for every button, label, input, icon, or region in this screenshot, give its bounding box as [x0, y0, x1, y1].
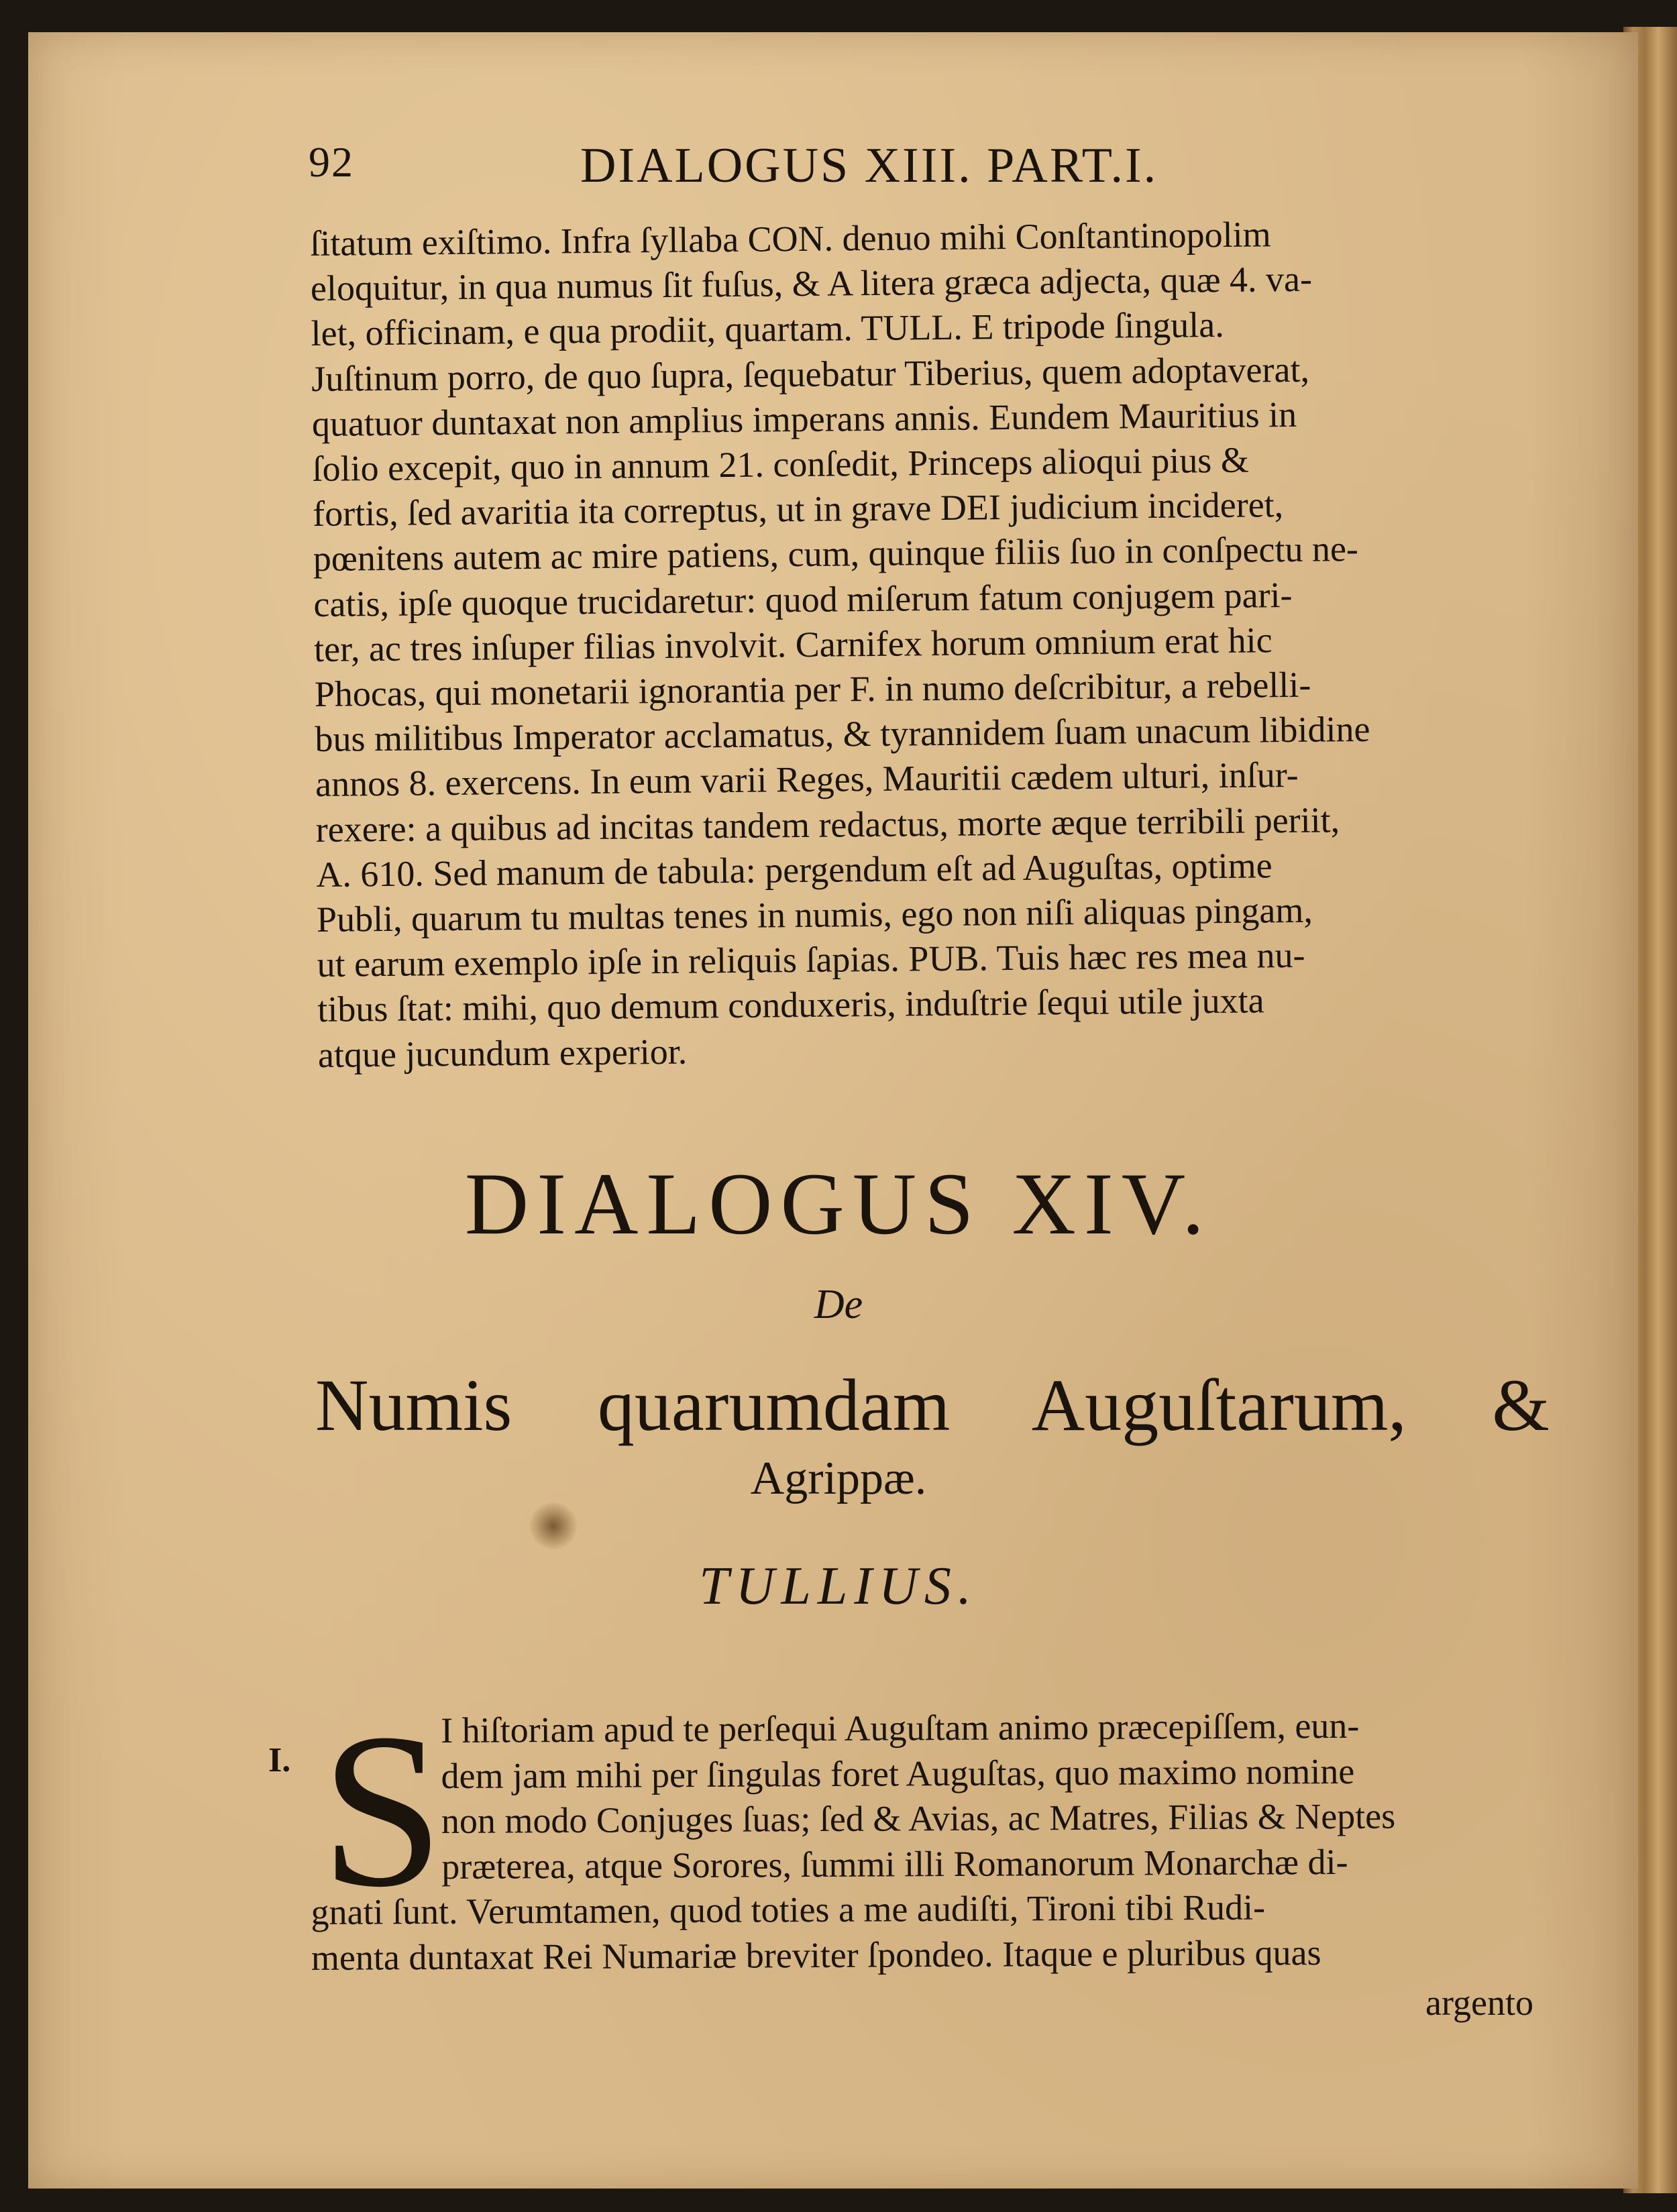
body-line: rexere: a quibus ad incitas tandem redactus, morte æque terribili periit, — [315, 799, 1340, 850]
section-line: I hiſtoriam apud te perſequi Auguſtam animo præcepiſſem, eun- — [441, 1705, 1360, 1751]
paragraph-number: I. — [268, 1741, 291, 1779]
page-number: 92 — [309, 138, 354, 186]
catchword: argento — [1425, 1983, 1533, 2023]
body-line: fortis, ſed avaritia ita correptus, ut in grave DEI judicium incideret, — [312, 484, 1284, 535]
body-line: A. 610. Sed manum de tabula: pergendum eſt ad Auguſtas, optime — [316, 845, 1273, 895]
heading-subject: Numis quarumdam Auguſtarum, & — [315, 1364, 1550, 1446]
body-line: catis, ipſe quoque trucidaretur: quod miſerum fatum conjugem pari- — [313, 574, 1293, 624]
running-title: DIALOGUS XIII. PART.I. — [580, 138, 1158, 193]
running-head — [309, 137, 1597, 198]
body-line: Phocas, qui monetarii ignorantia per F. in numo deſcribitur, a rebelli- — [314, 664, 1311, 714]
foxing-stain — [530, 1502, 577, 1549]
body-line: atque jucundum experior. — [317, 1031, 688, 1075]
body-line: Juſtinum porro, de quo ſupra, ſequebatur Tiberius, quem adoptaverat, — [311, 349, 1310, 399]
body-line: bus militibus Imperator acclamatus, & tyrannidem ſuam unacum libidine — [315, 709, 1370, 760]
section-line: dem jam mihi per ſingulas foret Auguſtas, quo maximo nomine — [441, 1751, 1355, 1796]
section-line: præterea, atque Sorores, ſummi illi Romanorum Monarchæ di- — [441, 1841, 1348, 1887]
body-line: eloquitur, in qua numus ſit fuſus, & A litera græca adjecta, quæ 4. va- — [310, 258, 1313, 309]
section-line: non modo Conjuges ſuas; ſed & Avias, ac Matres, Filias & Neptes — [441, 1795, 1396, 1841]
dialogue-heading: DIALOGUS XIV. — [464, 1154, 1213, 1253]
body-line: ſolio excepit, quo in annum 21. conſedit, Princeps alioqui pius & — [312, 439, 1250, 489]
heading-de: De — [814, 1282, 863, 1327]
drop-cap: S — [321, 1688, 444, 1933]
body-text — [310, 209, 1552, 1077]
body-line: quatuor duntaxat non amplius imperans annis. Eundem Mauritius in — [311, 394, 1297, 444]
speaker-name: TULLIUS. — [699, 1557, 978, 1616]
section-line: menta duntaxat Rei Numariæ breviter ſpondeo. Itaque e pluribus quas — [311, 1932, 1321, 1978]
body-line: annos 8. exercens. In eum varii Reges, Mauritii cædem ulturi, inſur- — [315, 755, 1299, 805]
body-line: let, officinam, e qua prodiit, quartam. TULL. E tripode ſingula. — [311, 305, 1224, 354]
body-line: Publi, quarum tu multas tenes in numis, ego non niſi aliquas pingam, — [316, 889, 1313, 940]
section-text — [310, 1688, 1546, 1981]
heading-subject-continued: Agrippæ. — [750, 1453, 927, 1504]
body-line: pœnitens autem ac mire patiens, cum, quinque filiis ſuo in conſpectu ne- — [313, 529, 1359, 579]
body-line: ter, ac tres inſuper filias involvit. Carnifex horum omnium erat hic — [313, 620, 1273, 669]
body-line: ſitatum exiſtimo. Infra ſyllaba CON. denuo mihi Conſtantinopolim — [310, 214, 1271, 264]
body-line: tibus ſtat: mihi, quo demum conduxeris, induſtrie ſequi utile juxta — [317, 980, 1264, 1030]
body-line: ut earum exemplo ipſe in reliquis ſapias. PUB. Tuis hæc res mea nu- — [317, 935, 1305, 985]
section-line: gnati ſunt. Verumtamen, quod toties a me audiſti, Tironi tibi Rudi- — [311, 1887, 1266, 1932]
